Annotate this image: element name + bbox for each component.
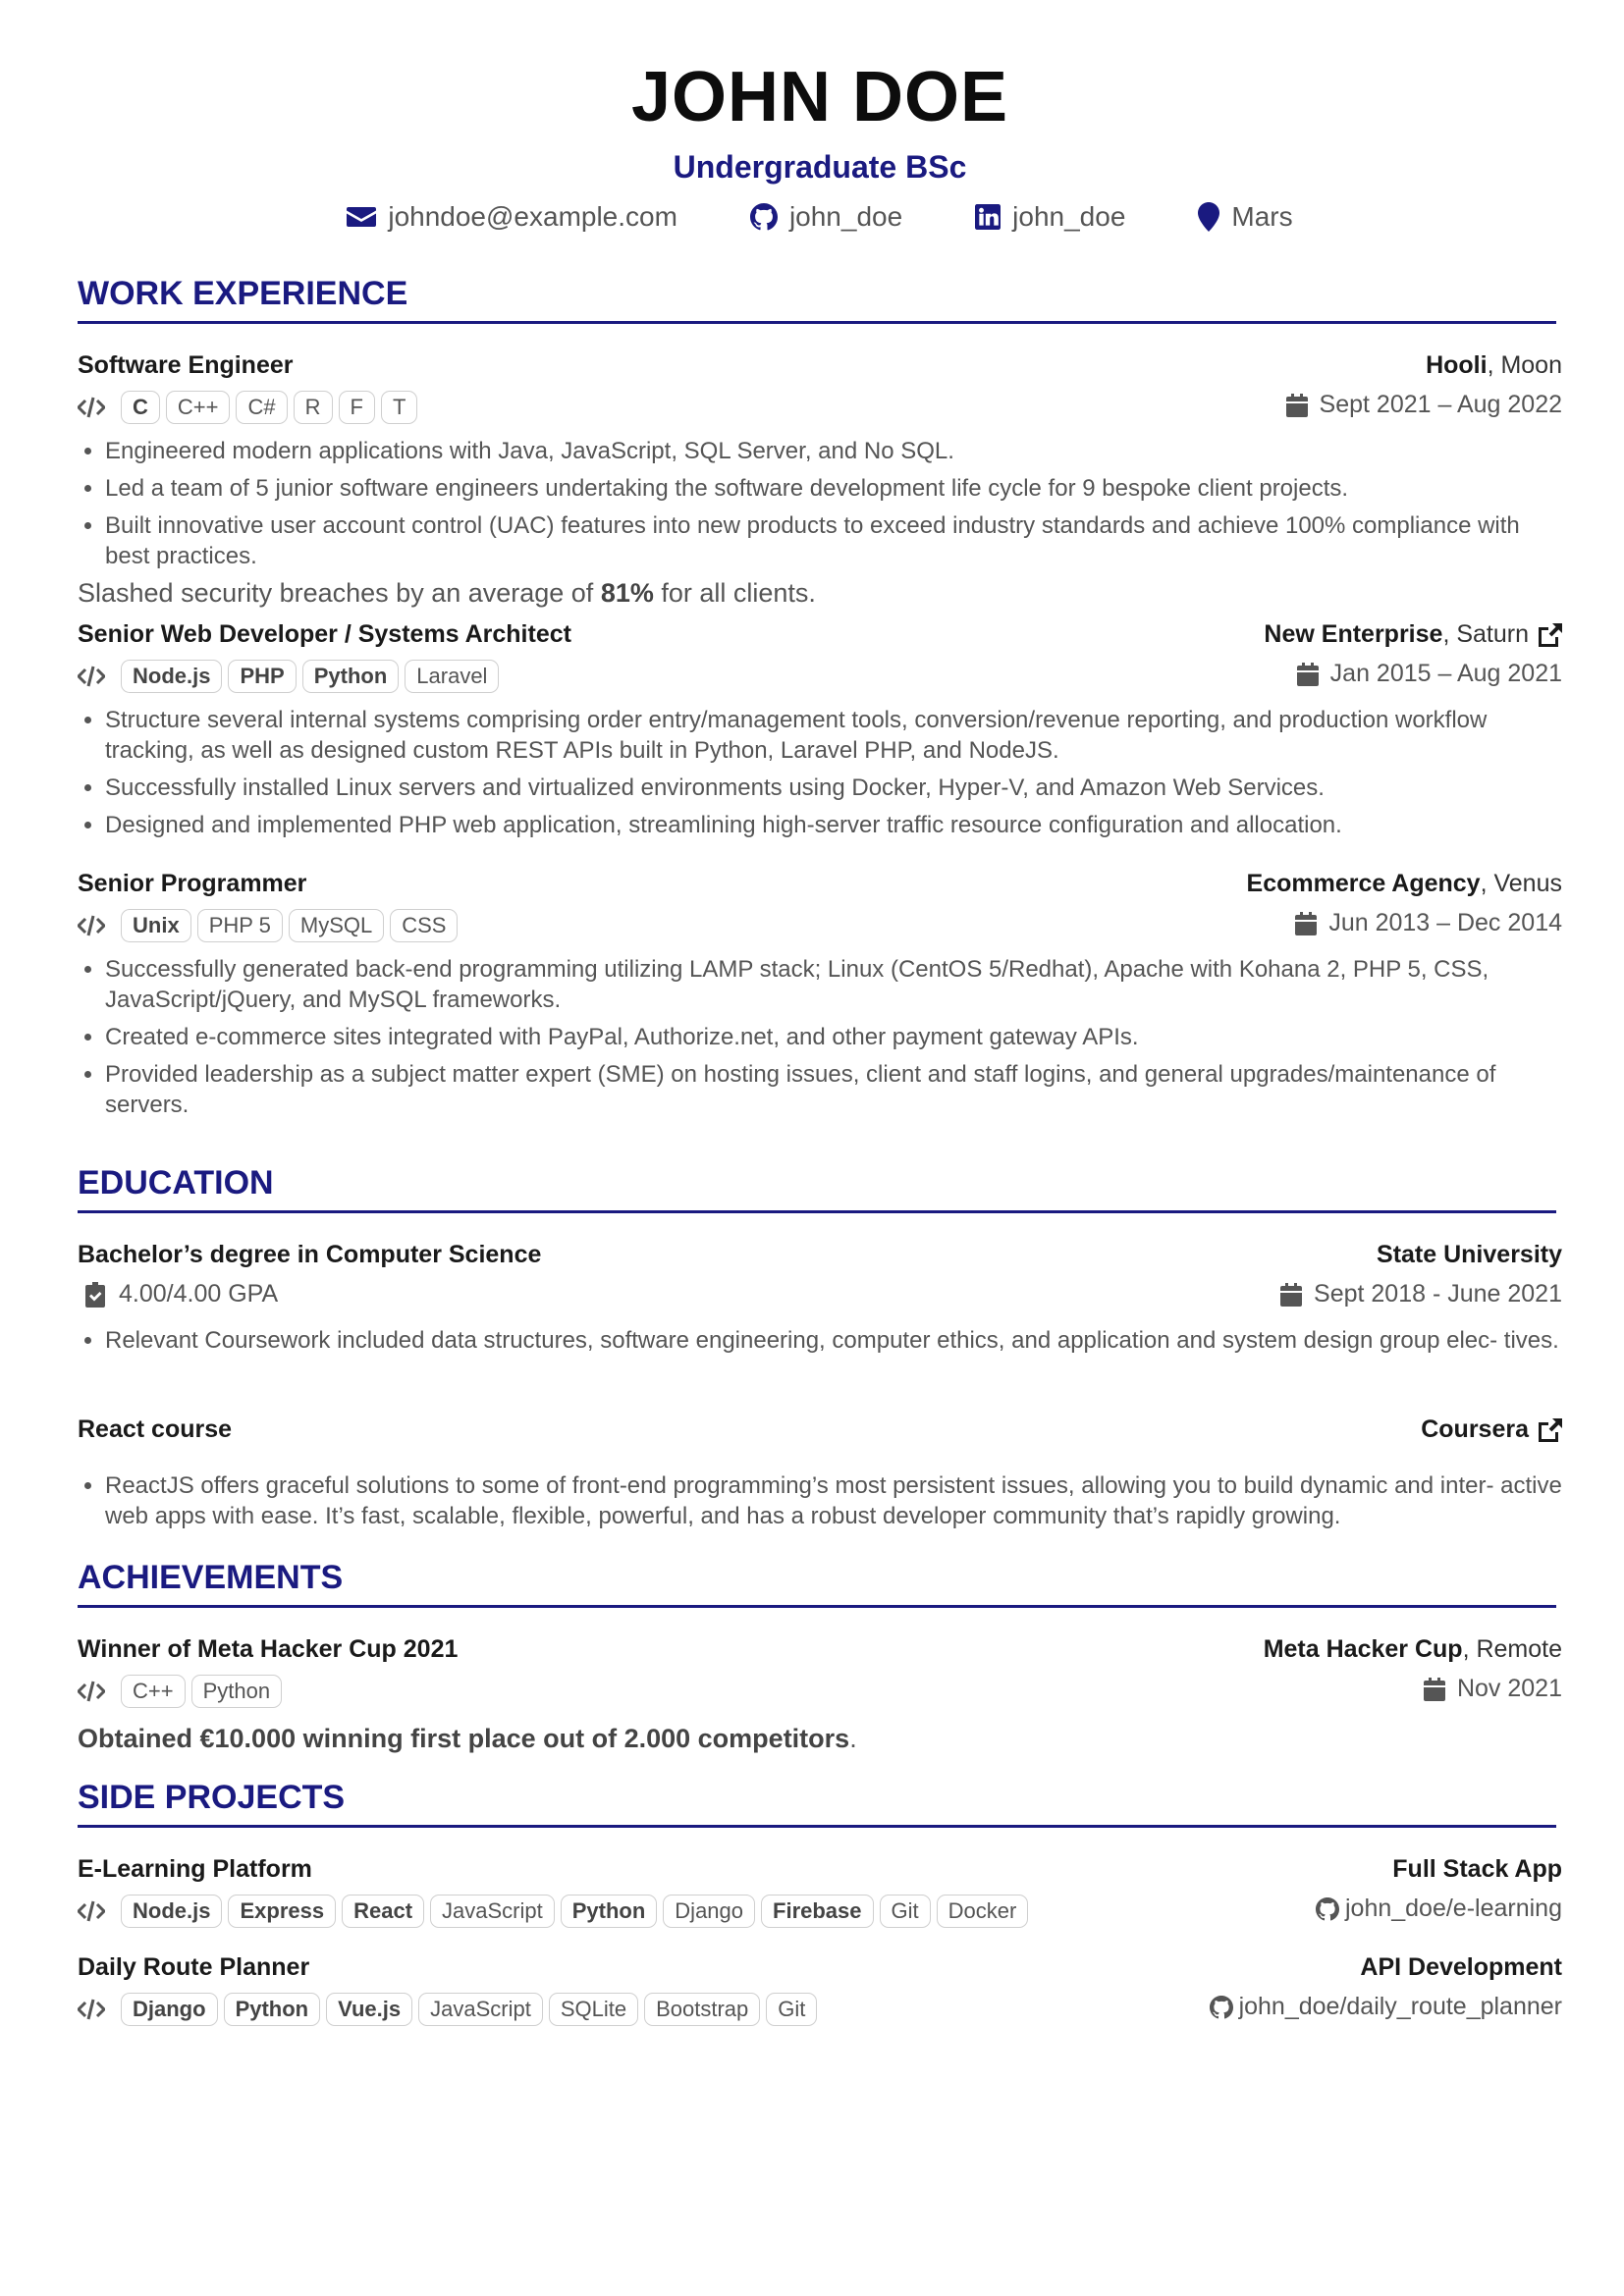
project-title: E-Learning Platform xyxy=(78,1855,312,1883)
skill-tags xyxy=(78,1993,817,2026)
resume-name: JOHN DOE xyxy=(630,58,1009,136)
bullet-item: • Provided leadership as a subject matter expert (SME) on hosting issues, client and staff logins, and general upgrades/maintenance of servers. xyxy=(105,1059,1562,1120)
skill-tag: Unix xyxy=(121,909,191,942)
github-icon xyxy=(1316,1897,1339,1921)
calendar-icon xyxy=(1424,1678,1445,1701)
external-link-icon[interactable] xyxy=(1539,1418,1562,1442)
calendar-icon xyxy=(1286,394,1308,417)
code-icon xyxy=(78,1999,105,2020)
education-entry xyxy=(78,1241,1562,1362)
skill-tag: C++ xyxy=(166,391,231,424)
project-type xyxy=(1392,1855,1562,1884)
employer xyxy=(1247,870,1562,898)
company-location: , Venus xyxy=(1480,870,1562,897)
contact-email[interactable] xyxy=(347,201,677,233)
calendar-icon xyxy=(1280,1283,1302,1307)
project-title: Daily Route Planner xyxy=(78,1953,310,1981)
summary-line xyxy=(78,578,1562,609)
calendar-icon xyxy=(1297,663,1319,686)
employer[interactable] xyxy=(1264,620,1562,649)
date-range xyxy=(1280,1280,1562,1308)
skill-tag: Python xyxy=(191,1675,283,1708)
bullet-list xyxy=(78,436,1562,571)
summary-text: Slashed security breaches by an average of xyxy=(78,578,601,608)
skill-tag: Python xyxy=(302,660,400,693)
summary-highlight: Obtained €10.000 winning first place out of 2.000 competitors xyxy=(78,1724,850,1753)
date-text: Jan 2015 – Aug 2021 xyxy=(1329,660,1562,687)
institution xyxy=(1377,1241,1562,1269)
section-title: WORK EXPERIENCE xyxy=(78,275,1556,324)
company-name: New Enterprise xyxy=(1264,620,1443,648)
bullet-item: • Relevant Coursework included data structures, software engineering, computer ethics, and application and system design group elec- tives. xyxy=(105,1325,1562,1356)
achievements-section xyxy=(78,1559,1556,1608)
resume-headline: Undergraduate BSc xyxy=(673,149,967,185)
work-entry xyxy=(78,620,1562,847)
skill-tag: Vue.js xyxy=(326,1993,412,2026)
skill-tags xyxy=(78,391,417,424)
skill-tag: R xyxy=(294,391,333,424)
bullet-item: • Successfully installed Linux servers and virtualized environments using Docker, Hyper-V, and Amazon Web Services. xyxy=(105,773,1562,803)
work-entry xyxy=(78,870,1562,1127)
external-link-icon[interactable] xyxy=(1539,623,1562,647)
repo-text: john_doe/e-learning xyxy=(1344,1895,1562,1922)
skill-tag: Laravel xyxy=(405,660,499,693)
employer xyxy=(1426,351,1562,380)
skill-tag: PHP xyxy=(228,660,296,693)
skill-tag: C xyxy=(121,391,160,424)
github-icon xyxy=(1210,1996,1233,2019)
date-text: Jun 2013 – Dec 2014 xyxy=(1328,909,1562,936)
bullet-item: • Built innovative user account control (UAC) features into new products to exceed industry standards and achieve 100% compliance with best practices. xyxy=(105,510,1562,571)
code-icon xyxy=(78,397,105,418)
code-icon xyxy=(78,1681,105,1702)
degree-title: Bachelor’s degree in Computer Science xyxy=(78,1241,542,1268)
bullet-list xyxy=(78,705,1562,840)
bullet-item: • ReactJS offers graceful solutions to some of front-end programming’s most persistent issues, allowing you to build dynamic and inter- active web apps with ease. It’s fast, scalable, flexible, powerful, and has a robust developer community that’s rapidly growing. xyxy=(105,1470,1562,1531)
project-entry xyxy=(78,1953,1562,2032)
bullet-item: • Led a team of 5 junior software engineers undertaking the software development life cycle for 9 bespoke client projects. xyxy=(105,473,1562,504)
date-range xyxy=(1297,660,1562,688)
skill-tag: Django xyxy=(121,1993,218,2026)
gpa xyxy=(78,1280,278,1308)
bullet-item: • Structure several internal systems comprising order entry/management tools, conversion/revenue reporting, and production workflow tracking, as well as designed custom REST APIs built in Python, Laravel PHP, and NodeJS. xyxy=(105,705,1562,766)
location-pin-icon xyxy=(1198,202,1219,232)
work-experience-section xyxy=(78,275,1556,324)
skill-tag: JavaScript xyxy=(430,1895,555,1928)
side-projects-section xyxy=(78,1779,1556,1828)
skill-tag: Git xyxy=(766,1993,817,2026)
repo-link[interactable] xyxy=(1316,1895,1562,1923)
skill-tag: React xyxy=(342,1895,424,1928)
date-range xyxy=(1295,909,1562,937)
bullet-item: • Engineered modern applications with Java, JavaScript, SQL Server, and No SQL. xyxy=(105,436,1562,466)
contact-github-text: john_doe xyxy=(788,201,903,232)
course-title: React course xyxy=(78,1415,233,1443)
skill-tag: CSS xyxy=(390,909,458,942)
repo-text: john_doe/daily_route_planner xyxy=(1238,1993,1562,2020)
bullet-list xyxy=(78,1325,1562,1356)
company-name: Ecommerce Agency xyxy=(1246,870,1481,897)
skill-tags xyxy=(78,909,458,942)
code-icon xyxy=(78,915,105,936)
institution[interactable] xyxy=(1421,1415,1562,1444)
skill-tag: SQLite xyxy=(549,1993,638,2026)
contact-email-text: johndoe@example.com xyxy=(388,201,677,232)
school-name: State University xyxy=(1377,1241,1562,1268)
gpa-text: 4.00/4.00 GPA xyxy=(119,1280,279,1308)
bullet-item: • Successfully generated back-end programming utilizing LAMP stack; Linux (CentOS 5/Redhat), Apache with Kohana 2, PHP 5, CSS, JavaScript/jQuery, and MySQL frameworks. xyxy=(105,954,1562,1015)
bullet-list xyxy=(78,954,1562,1120)
project-type-text: API Development xyxy=(1360,1953,1562,1981)
project-type xyxy=(1360,1953,1562,1982)
summary-text-end: for all clients. xyxy=(653,578,816,608)
date-range xyxy=(1286,391,1562,419)
summary-highlight: 81% xyxy=(600,578,654,608)
skill-tag: Firebase xyxy=(761,1895,874,1928)
company-location: , Saturn xyxy=(1442,620,1529,648)
education-section xyxy=(78,1164,1556,1213)
bullet-item: • Created e-commerce sites integrated with PayPal, Authorize.net, and other payment gateway APIs. xyxy=(105,1022,1562,1052)
bullet-list xyxy=(78,1470,1562,1531)
section-title: ACHIEVEMENTS xyxy=(78,1559,1556,1608)
skill-tag: F xyxy=(339,391,375,424)
contact-location xyxy=(1198,201,1292,233)
skill-tags xyxy=(78,1675,282,1708)
skill-tag: C# xyxy=(236,391,287,424)
bullet-item: • Designed and implemented PHP web application, streamlining high-server traffic resource configuration and allocation. xyxy=(105,810,1562,840)
contact-location-text: Mars xyxy=(1231,201,1293,232)
contact-linkedin[interactable] xyxy=(975,201,1125,233)
skill-tag: Python xyxy=(561,1895,658,1928)
work-entry xyxy=(78,351,1562,609)
section-title: EDUCATION xyxy=(78,1164,1556,1213)
envelope-icon xyxy=(347,205,376,229)
org-location: , Remote xyxy=(1462,1635,1562,1663)
calendar-icon xyxy=(1295,912,1317,935)
skill-tag: Git xyxy=(880,1895,931,1928)
skill-tags xyxy=(78,660,499,693)
skill-tag: JavaScript xyxy=(418,1993,543,2026)
skill-tag: Node.js xyxy=(121,660,222,693)
summary-text-end: . xyxy=(849,1724,857,1753)
section-title: SIDE PROJECTS xyxy=(78,1779,1556,1828)
contact-bar xyxy=(78,201,1562,233)
date-text: Sept 2021 – Aug 2022 xyxy=(1319,391,1562,418)
github-icon xyxy=(750,203,778,231)
job-title: Senior Web Developer / Systems Architect xyxy=(78,620,571,648)
skill-tag: C++ xyxy=(121,1675,186,1708)
code-icon xyxy=(78,1900,105,1922)
skill-tag: Express xyxy=(228,1895,336,1928)
code-icon xyxy=(78,666,105,687)
linkedin-icon xyxy=(975,204,1001,230)
skill-tag: Python xyxy=(224,1993,321,2026)
clipboard-check-icon xyxy=(85,1282,105,1308)
project-type-text: Full Stack App xyxy=(1392,1855,1562,1883)
skill-tag: Docker xyxy=(937,1895,1029,1928)
job-title: Software Engineer xyxy=(78,351,294,379)
org-name: Meta Hacker Cup xyxy=(1263,1635,1463,1663)
repo-link[interactable] xyxy=(1210,1993,1562,2021)
achievement-title: Winner of Meta Hacker Cup 2021 xyxy=(78,1635,459,1663)
contact-linkedin-text: john_doe xyxy=(1012,201,1126,232)
company-location: , Moon xyxy=(1487,351,1562,379)
skill-tag: Node.js xyxy=(121,1895,222,1928)
job-title: Senior Programmer xyxy=(78,870,307,897)
achievement-entry xyxy=(78,1635,1562,1754)
skill-tag: Bootstrap xyxy=(644,1993,760,2026)
skill-tag: Django xyxy=(663,1895,755,1928)
skill-tags xyxy=(78,1895,1028,1928)
date-range xyxy=(1424,1675,1562,1703)
skill-tag: T xyxy=(381,391,417,424)
contact-github[interactable] xyxy=(750,201,902,233)
education-entry xyxy=(78,1415,1562,1538)
project-entry xyxy=(78,1855,1562,1934)
date-text: Sept 2018 - June 2021 xyxy=(1314,1280,1562,1308)
date-text: Nov 2021 xyxy=(1456,1675,1562,1702)
skill-tag: PHP 5 xyxy=(197,909,283,942)
summary-line xyxy=(78,1724,1562,1754)
company-name: Hooli xyxy=(1426,351,1488,379)
skill-tag: MySQL xyxy=(289,909,384,942)
school-name: Coursera xyxy=(1421,1415,1529,1443)
achievement-org xyxy=(1264,1635,1562,1664)
